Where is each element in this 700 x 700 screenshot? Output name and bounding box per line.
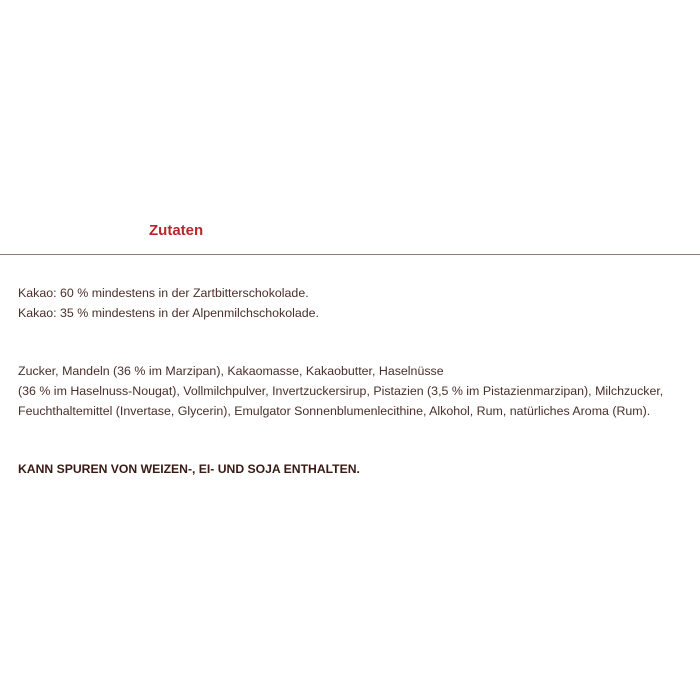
section-divider (0, 254, 700, 255)
ingredient-line: (36 % im Haselnuss-Nougat), Vollmilchpulver, Invertzuckersirup, Pistazien (3,5 % im Pistazienmarzipan), Milchzucker, (18, 384, 664, 398)
section-title: Zutaten (149, 222, 204, 239)
cacao-line-milk: Kakao: 35 % mindestens in der Alpenmilchschokolade. (18, 306, 319, 320)
cacao-content-block (18, 283, 688, 323)
ingredients-content (18, 283, 688, 479)
ingredient-list (18, 361, 688, 421)
ingredient-line: Zucker, Mandeln (36 % im Marzipan), Kakaomasse, Kakaobutter, Haselnüsse (18, 364, 444, 378)
allergen-warning: KANN SPUREN VON WEIZEN-, EI- UND SOJA ENTHALTEN. (18, 462, 360, 476)
ingredient-line: Feuchthaltemittel (Invertase, Glycerin), Emulgator Sonnenblumenlecithine, Alkohol, Rum, natürliches Aroma (Rum). (18, 404, 651, 418)
cacao-line-dark: Kakao: 60 % mindestens in der Zartbitterschokolade. (18, 286, 309, 300)
